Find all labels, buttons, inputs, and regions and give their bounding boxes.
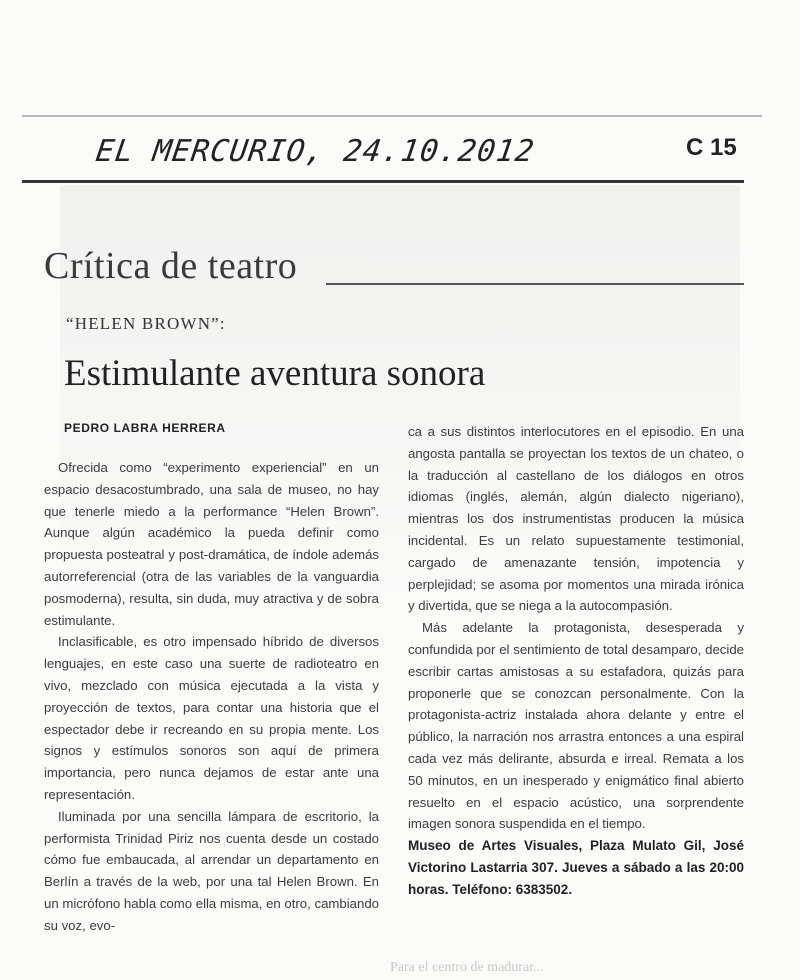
top-divider bbox=[22, 115, 762, 117]
article-headline: Estimulante aventura sonora bbox=[64, 353, 486, 394]
article-kicker: “HELEN BROWN”: bbox=[66, 314, 226, 333]
venue-info: Museo de Artes Visuales, Plaza Mulato Gil, José Victorino Lastarria 307. Jueves a sábado a las 20:00 horas. Teléfono: 6383502. bbox=[408, 838, 744, 897]
section-rule bbox=[326, 283, 744, 285]
paragraph: Más adelante la protagonista, desesperada y confundida por el sentimiento de total desamparo, decide escribir cartas amistosas a su estafadora, quizás para proponerle que se conozcan personalmente. Con la protagonista-actriz instalada ahora delante y entre el público, la narración nos arrastra entonces a una espiral cada vez más delirante, absurda e irreal. Remata a los 50 minutos, en un inesperado y enigmático final abierto resuelto en el espacio acústico, una sorprendente imagen sonora suspendida en el tiempo. bbox=[408, 620, 744, 832]
article-column-left bbox=[44, 457, 379, 967]
header-rule bbox=[22, 180, 744, 183]
paragraph: Inclasificable, es otro impensado híbrido de diversos lenguajes, en este caso una suerte de radioteatro en vivo, mezclado con música ejecutada a la vista y proyección de textos, para contar una historia que el espectador debe ir recreando en su propia mente. Los signos y estímulos sonoros son aquí de primera importancia, pero nunca dejamos de estar ante una representación. bbox=[44, 634, 379, 802]
paragraph: Iluminada por una sencilla lámpara de escritorio, la performista Trinidad Piriz nos cuenta desde un costado cómo fue embaucada, al arrendar un departamento en Berlín a través de la web, por una tal Helen Brown. En un micrófono habla como ella misma, en otro, cambiando su voz, evo- bbox=[44, 808, 379, 933]
article-column-right bbox=[408, 421, 744, 961]
paragraph: Ofrecida como “experimento experiencial” en un espacio desacostumbrado, una sala de museo, no hay que tenerle miedo a la performance “Helen Brown”. Aunque algún académico la pueda definir como propuesta posteatral y post-dramática, de índole además autorreferencial (otra de las variables de la vanguardia posmoderna), resulta, sin duda, muy atractiva y de sobra estimulante. bbox=[44, 460, 379, 628]
section-title: Crítica de teatro bbox=[44, 245, 298, 287]
bleed-through-text: Para el centro de madurar... bbox=[390, 960, 544, 975]
paragraph: ca a sus distintos interlocutores en el episodio. En una angosta pantalla se proyectan los textos de un chateo, o la traducción al castellano de los diálogos en otros idiomas (inglés, alemán, algún dialecto nigeriano), mientras los dos instrumentistas producen la música incidental. Es un relato supuestamente testimonial, cargado de amenazante tensión, impotencia y perplejidad; se asoma por momentos una mirada irónica y divertida, que se niega a la autocompasión. bbox=[408, 424, 744, 614]
article-byline: PEDRO LABRA HERRERA bbox=[64, 421, 226, 435]
handwritten-source-note: EL MERCURIO, 24.10.2012 bbox=[93, 134, 537, 169]
page-number: C 15 bbox=[686, 134, 737, 161]
